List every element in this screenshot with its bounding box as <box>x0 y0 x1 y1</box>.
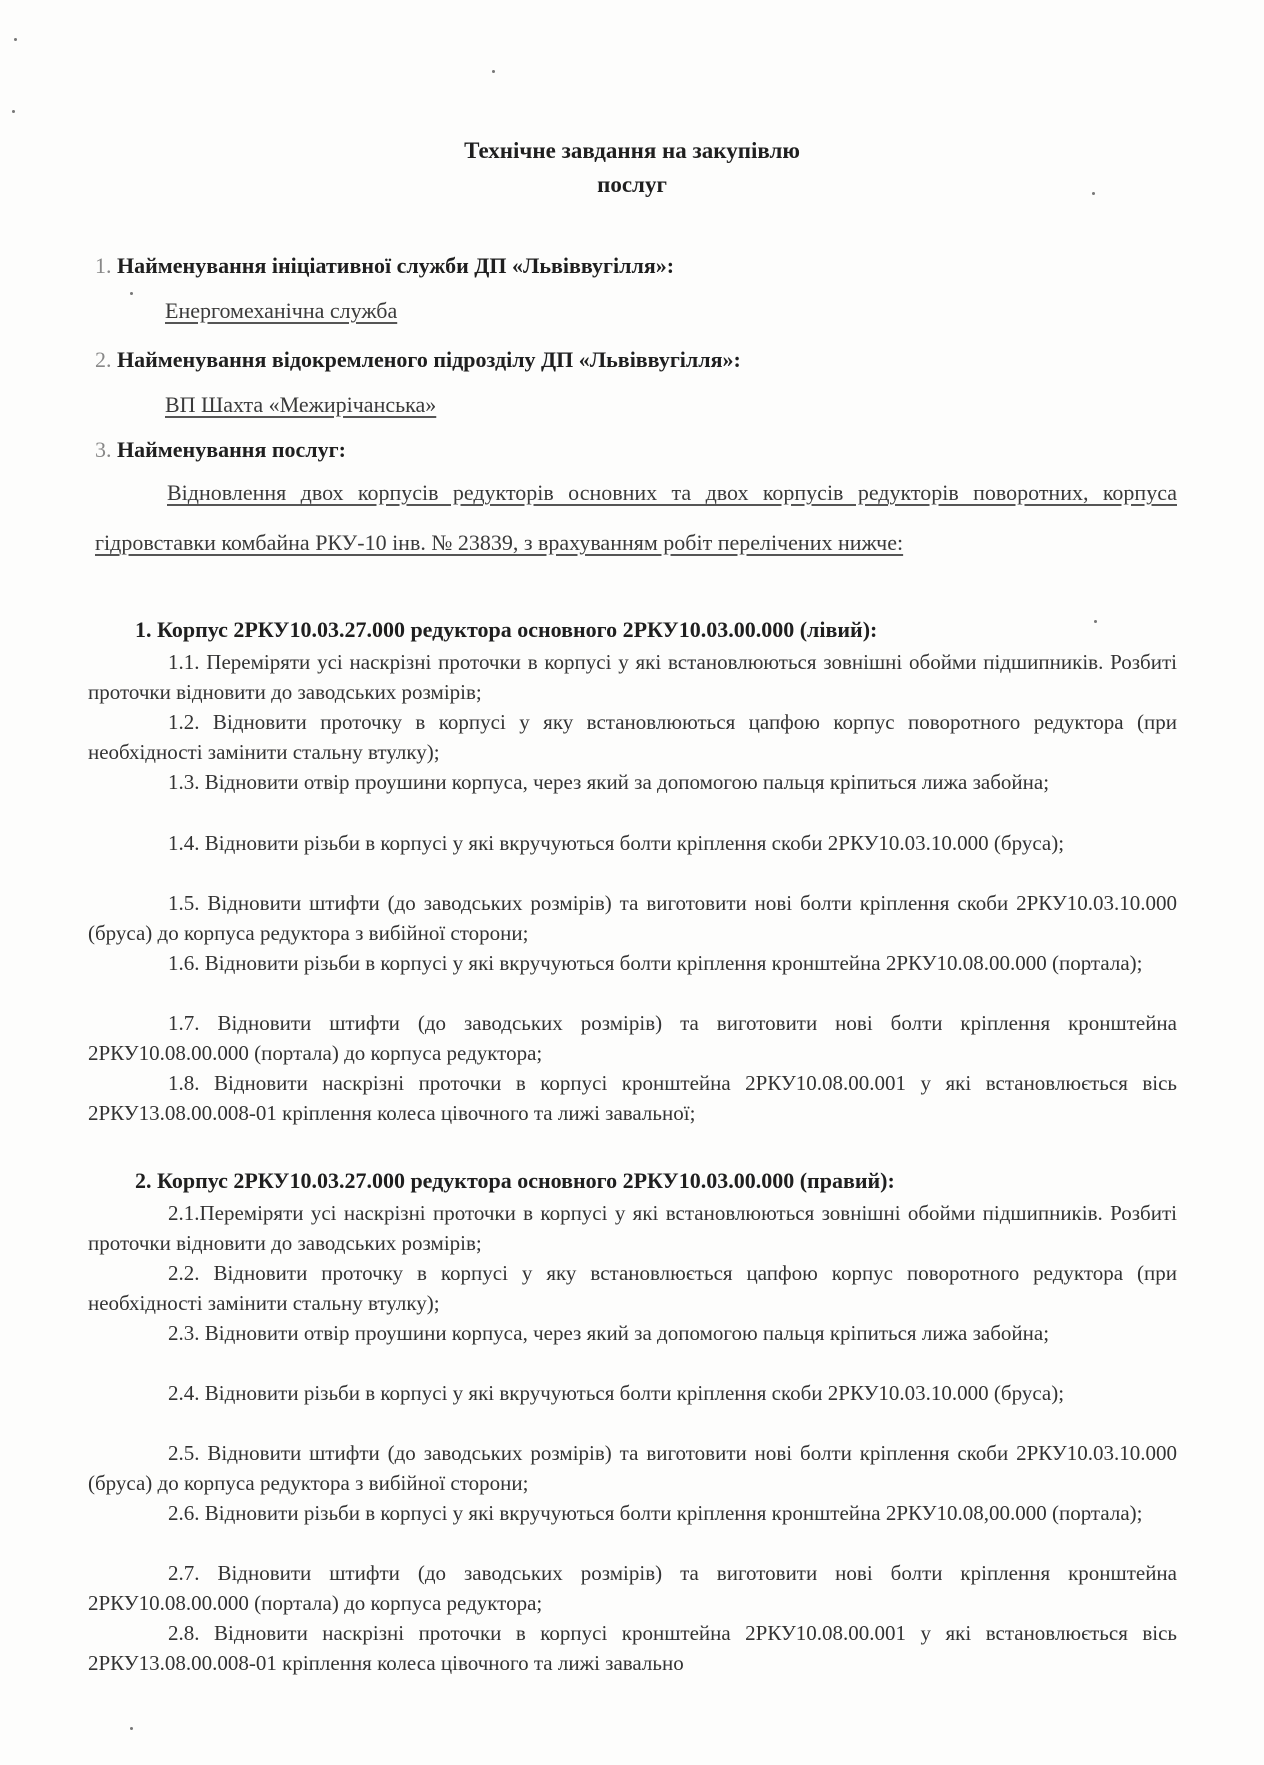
part2-item-2-4: 2.4. Відновити різьби в корпусі у які вкручуються болти кріплення скоби 2РКУ10.03.10.000 (бруса); <box>168 1381 1065 1405</box>
section2-heading-text: Найменування відокремленого підрозділу ДП «Львіввугілля»: <box>117 347 741 372</box>
part2-item-2-7: 2.7. Відновити штифти (до заводських розмірів) та виготовити нові болти кріплення кронштейна 2РКУ10.08.00.000 (портала) до корпуса редуктора; <box>88 1561 1177 1615</box>
scan-speck <box>1094 620 1097 623</box>
scan-speck <box>12 110 15 113</box>
part1-item-1-8: 1.8. Відновити наскрізні проточки в корпусі кронштейна 2РКУ10.08.00.001 у які встановлюється вісь 2РКУ13.08.00.008-01 кріплення колеса цівочного та лижі завальної; <box>88 1071 1177 1125</box>
part1-item-1-4: 1.4. Відновити різьби в корпусі у які вкручуються болти кріплення скоби 2РКУ10.03.10.000 (бруса); <box>168 831 1065 855</box>
part1-item-1-5: 1.5. Відновити штифти (до заводських розмірів) та виготовити нові болти кріплення скоби 2РКУ10.03.10.000 (бруса) до корпуса редуктора з вибійної сторони; <box>88 891 1177 945</box>
section2-number: 2. <box>95 347 112 372</box>
section2-heading <box>95 347 741 373</box>
initiative-service-value: Енергомеханічна служба <box>165 298 398 323</box>
scan-speck <box>130 292 133 295</box>
part2-item-2-1: 2.1.Переміряти усі наскрізні проточки в корпусі у які встановлюються зовнішні обойми підшипників. Розбиті проточки відновити до заводських розмірів; <box>88 1201 1177 1255</box>
document-title-line2: послуг <box>597 172 667 197</box>
section3-heading <box>95 437 346 463</box>
scan-speck <box>14 38 17 41</box>
part2-item-2-8: 2.8. Відновити наскрізні проточки в корпусі кронштейна 2РКУ10.08.00.001 у які встановлюється вісь 2РКУ13.08.00.008-01 кріплення колеса цівочного та лижі завально <box>88 1621 1177 1675</box>
section1-heading <box>95 253 674 279</box>
section1-heading-text: Найменування ініціативної служби ДП «Львіввугілля»: <box>117 253 675 278</box>
part1-item-1-1: 1.1. Переміряти усі наскрізні проточки в корпусі у які встановлюються зовнішні обойми підшипників. Розбиті проточки відновити до заводських розмірів; <box>88 650 1177 704</box>
part2-item-2-3: 2.3. Відновити отвір проушини корпуса, через який за допомогою пальця кріпиться лижа забойна; <box>168 1321 1050 1345</box>
part1-item-1-6: 1.6. Відновити різьби в корпусі у які вкручуються болти кріплення кронштейна 2РКУ10.08.00.000 (портала); <box>168 951 1143 975</box>
part2-item-2-5: 2.5. Відновити штифти (до заводських розмірів) та виготовити нові болти кріплення скоби 2РКУ10.03.10.000 (бруса) до корпуса редуктора з вибійної сторони; <box>88 1441 1177 1495</box>
part1-item-1-2: 1.2. Відновити проточку в корпусі у яку встановлюються цапфою корпус поворотного редуктора (при необхідності замінити стальну втулку); <box>88 710 1177 764</box>
section3-number: 3. <box>95 437 112 462</box>
part2-item-2-6: 2.6. Відновити різьби в корпусі у які вкручуються болти кріплення кронштейна 2РКУ10.08,00.000 (портала); <box>168 1501 1143 1525</box>
part2-heading: 2. Корпус 2РКУ10.03.27.000 редуктора основного 2РКУ10.03.00.000 (правий): <box>135 1168 895 1193</box>
part1-item-1-3: 1.3. Відновити отвір проушини корпуса, через який за допомогою пальця кріпиться лижа забойна; <box>168 770 1050 794</box>
part1-item-1-7: 1.7. Відновити штифти (до заводських розмірів) та виготовити нові болти кріплення кронштейна 2РКУ10.08.00.000 (портала) до корпуса редуктора; <box>88 1011 1177 1065</box>
services-description: Відновлення двох корпусів редукторів основних та двох корпусів редукторів поворотних, корпуса гідровставки комбайна РКУ-10 інв. № 23839, з врахуванням робіт перелічених нижче: <box>95 480 1177 555</box>
scan-speck <box>492 70 495 73</box>
part1-heading: 1. Корпус 2РКУ10.03.27.000 редуктора основного 2РКУ10.03.00.000 (лівий): <box>135 617 878 642</box>
section1-number: 1. <box>95 253 112 278</box>
document-title-line1: Технічне завдання на закупівлю <box>464 138 800 163</box>
part2-item-2-2: 2.2. Відновити проточку в корпусі у яку встановлюється цапфою корпус поворотного редуктора (при необхідності замінити стальну втулку); <box>88 1261 1177 1315</box>
section3-heading-text: Найменування послуг: <box>117 437 346 462</box>
scan-speck <box>130 1727 133 1730</box>
subdivision-value: ВП Шахта «Межирічанська» <box>165 392 437 417</box>
